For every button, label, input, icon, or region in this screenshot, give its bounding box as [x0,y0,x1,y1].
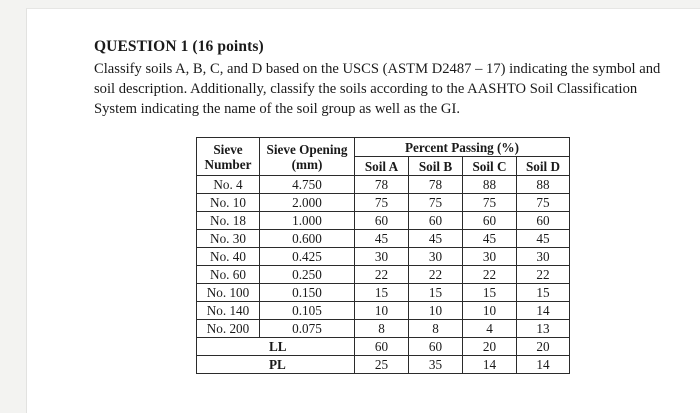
opening-header-line-2: (mm) [291,156,323,172]
percent-passing-cell: 30 [463,248,517,266]
sieve-number-cell: No. 100 [197,284,260,302]
sieve-number-cell: No. 30 [197,230,260,248]
percent-passing-cell: 75 [463,194,517,212]
sieve-opening-cell: 0.600 [260,230,355,248]
table-row [197,248,570,266]
sieve-number-cell: No. 140 [197,302,260,320]
sieve-opening-header [260,138,355,176]
question-text [94,59,686,119]
percent-passing-cell: 30 [517,248,570,266]
sieve-opening-cell: 4.750 [260,176,355,194]
percent-passing-cell: 60 [517,212,570,230]
limit-value-cell: 20 [517,338,570,356]
soil-a-header: Soil A [355,157,409,176]
sieve-number-header [197,138,260,176]
question-line-2: soil description. Additionally, classify the soils according to the AASHTO Soil Classification [94,81,638,97]
table-row [197,320,570,338]
table-body [197,176,570,338]
percent-passing-cell: 30 [355,248,409,266]
limit-value-cell: 14 [463,356,517,374]
sieve-opening-cell: 0.250 [260,266,355,284]
sieve-number-cell: No. 60 [197,266,260,284]
question-line-3: System indicating the name of the soil group as well as the GI. [94,101,460,117]
table-row [197,230,570,248]
sieve-number-cell: No. 4 [197,176,260,194]
sieve-analysis-table [196,137,570,374]
limit-value-cell: 35 [409,356,463,374]
limit-value-cell: 20 [463,338,517,356]
opening-header-line-1: Sieve Opening [266,141,348,157]
limit-value-cell: 25 [355,356,409,374]
table-row [197,194,570,212]
limit-value-cell: 60 [409,338,463,356]
percent-passing-cell: 10 [463,302,517,320]
percent-passing-cell: 15 [463,284,517,302]
percent-passing-cell: 4 [463,320,517,338]
table-row [197,266,570,284]
table-row [197,176,570,194]
percent-passing-cell: 60 [355,212,409,230]
sieve-number-cell: No. 18 [197,212,260,230]
sieve-opening-cell: 1.000 [260,212,355,230]
sieve-opening-cell: 0.105 [260,302,355,320]
percent-passing-cell: 75 [517,194,570,212]
percent-passing-cell: 60 [463,212,517,230]
percent-passing-cell: 45 [409,230,463,248]
limit-label: PL [197,356,355,374]
percent-passing-cell: 22 [409,266,463,284]
sieve-opening-cell: 0.075 [260,320,355,338]
percent-passing-cell: 10 [355,302,409,320]
table-row [197,212,570,230]
percent-passing-cell: 15 [355,284,409,302]
percent-passing-cell: 75 [409,194,463,212]
percent-passing-cell: 10 [409,302,463,320]
sieve-number-cell: No. 200 [197,320,260,338]
percent-passing-cell: 45 [355,230,409,248]
sieve-header-line-2: Number [204,156,252,172]
percent-passing-cell: 15 [517,284,570,302]
sieve-opening-cell: 0.150 [260,284,355,302]
percent-passing-cell: 22 [517,266,570,284]
sieve-opening-cell: 2.000 [260,194,355,212]
percent-passing-cell: 45 [517,230,570,248]
soil-c-header: Soil C [463,157,517,176]
percent-passing-cell: 8 [409,320,463,338]
percent-passing-cell: 30 [409,248,463,266]
limit-row [197,356,570,374]
percent-passing-cell: 78 [409,176,463,194]
percent-passing-header: Percent Passing (%) [355,138,570,157]
soil-d-header: Soil D [517,157,570,176]
percent-passing-cell: 88 [463,176,517,194]
percent-passing-cell: 60 [409,212,463,230]
limit-value-cell: 14 [517,356,570,374]
table-row [197,302,570,320]
limit-label: LL [197,338,355,356]
percent-passing-cell: 88 [517,176,570,194]
question-title: QUESTION 1 (16 points) [94,38,264,55]
limit-row [197,338,570,356]
limits-body [197,338,570,374]
percent-passing-cell: 8 [355,320,409,338]
sieve-number-cell: No. 40 [197,248,260,266]
sieve-number-cell: No. 10 [197,194,260,212]
percent-passing-cell: 13 [517,320,570,338]
sieve-header-line-1: Sieve [213,141,243,157]
soil-b-header: Soil B [409,157,463,176]
sieve-opening-cell: 0.425 [260,248,355,266]
percent-passing-cell: 78 [355,176,409,194]
table-row [197,284,570,302]
percent-passing-cell: 45 [463,230,517,248]
percent-passing-cell: 22 [355,266,409,284]
table-header-row [197,138,570,157]
limit-value-cell: 60 [355,338,409,356]
percent-passing-cell: 22 [463,266,517,284]
percent-passing-cell: 14 [517,302,570,320]
percent-passing-cell: 75 [355,194,409,212]
percent-passing-cell: 15 [409,284,463,302]
question-line-1: Classify soils A, B, C, and D based on the USCS (ASTM D2487 – 17) indicating the symbol and [94,61,661,77]
